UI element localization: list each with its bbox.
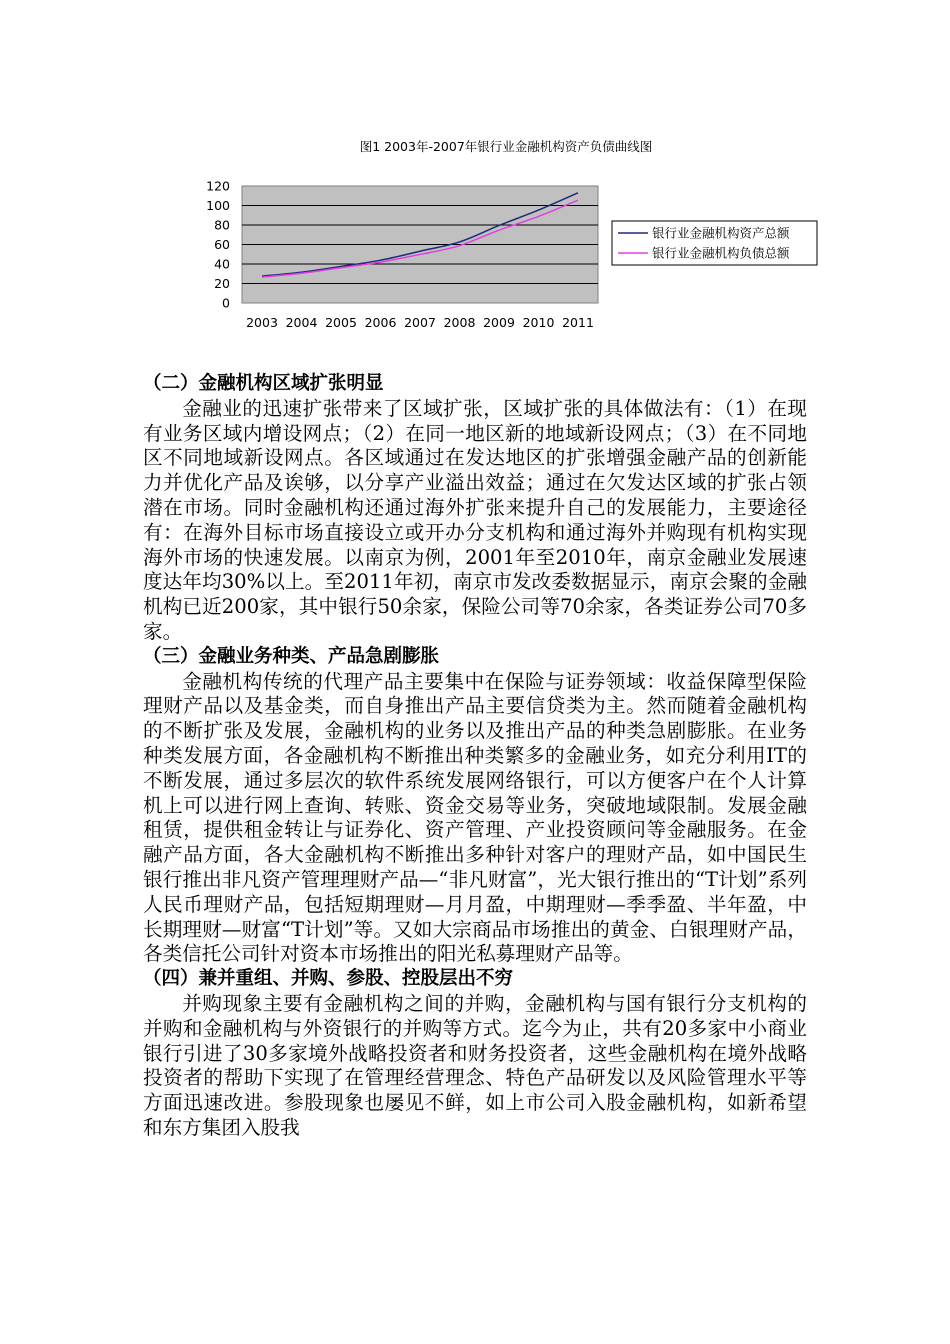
y-tick-label: 20 [214,276,230,291]
y-tick-label: 100 [206,198,230,213]
section-2-heading: （二）金融机构区域扩张明显 [143,373,384,394]
document-body [143,372,807,1141]
x-tick-label: 2005 [325,315,357,330]
y-tick-label: 120 [206,178,230,194]
legend-label-liabilities: 银行业金融机构负债总额 [652,245,790,261]
y-tick-label: 80 [214,217,230,233]
x-axis-ticks [246,315,594,330]
x-tick-label: 2006 [364,315,397,330]
y-tick-label: 40 [214,256,230,272]
section-2-paragraph: 金融业的迅速扩张带来了区域扩张，区域扩张的具体做法有：（1）在现有业务区域内增设网点；（2）在同一地区新的地域新设网点；（3）在不同地区不同地域新设网点。各区域通过在发达地区的扩张增强金融产品的创新能力并优化产品及诶够，以分享产业溢出效益；通过在欠发达区域的扩张占领潜在市场。同时金融机构还通过海外扩张来提升自己的发展能力，主要途径有：在海外目标市场直接设立或开办分支机构和通过海外并购现有机构实现海外市场的快速发展。以南京为例，2001年至2010年，南京金融业发展速度达年均30%以上。至2011年初，南京市发改委数据显示，南京会聚的金融机构已近200家，其中银行50余家，保险公司等70余家，各类证券公司70多家。 [143,396,807,643]
x-tick-label: 2009 [483,315,515,330]
line-chart [200,128,830,343]
legend-label-assets: 银行业金融机构资产总额 [652,225,790,241]
section-4-heading: （四）兼并重组、并购、参股、控股层出不穷 [143,968,514,990]
x-tick-label: 2003 [246,315,278,330]
x-tick-label: 2004 [285,315,318,330]
legend [612,221,817,265]
y-tick-label: 60 [214,237,230,252]
x-tick-label: 2007 [404,315,436,330]
y-axis-ticks [206,179,230,311]
x-tick-label: 2010 [522,315,555,330]
y-tick-label: 0 [222,295,230,311]
section-4-paragraph: 并购现象主要有金融机构之间的并购，金融机构与国有银行分支机构的并购和金融机构与外资银行的并购等方式。迄今为止，共有20多家中小商业银行引进了30多家境外战略投资者和财务投资者，这些金融机构在境外战略投资者的帮助下实现了在管理经营理念、特色产品研发以及风险管理水平等方面迅速改进。参股现象也屡见不鲜，如上市公司入股金融机构，如新希望和东方集团入股我 [143,991,807,1139]
chart-title: 图1 2003年-2007年银行业金融机构资产负债曲线图 [359,139,653,154]
x-tick-label: 2011 [562,315,594,330]
x-tick-label: 2008 [443,315,476,330]
section-3-heading: （三）金融业务种类、产品急剧膨胀 [143,645,440,667]
section-3-paragraph: 金融机构传统的代理产品主要集中在保险与证券领域：收益保障型保险理财产品以及基金类，而自身推出产品主要信贷类为主。然而随着金融机构的不断扩张及发展，金融机构的业务以及推出产品的种类急剧膨胀。在业务种类发展方面，各金融机构不断推出种类繁多的金融业务，如充分利用IT的不断发展，通过多层次的软件系统发展网络银行，可以方便客户在个人计算机上可以进行网上查询、转账、资金交易等业务，突破地域限制。发展金融租赁，提供租金转让与证券化、资产管理、产业投资顾问等金融服务。在金融产品方面，各大金融机构不断推出多种针对客户的理财产品，如中国民生银行推出非凡资产管理理财产品—“非凡财富”，光大银行推出的“T计划”系列人民币理财产品，包括短期理财—月月盈，中期理财—季季盈、半年盈，中长期理财—财富“T计划”等。又如大宗商品市场推出的黄金、白银理财产品，各类信托公司针对资本市场推出的阳光私募理财产品等。 [143,669,807,966]
